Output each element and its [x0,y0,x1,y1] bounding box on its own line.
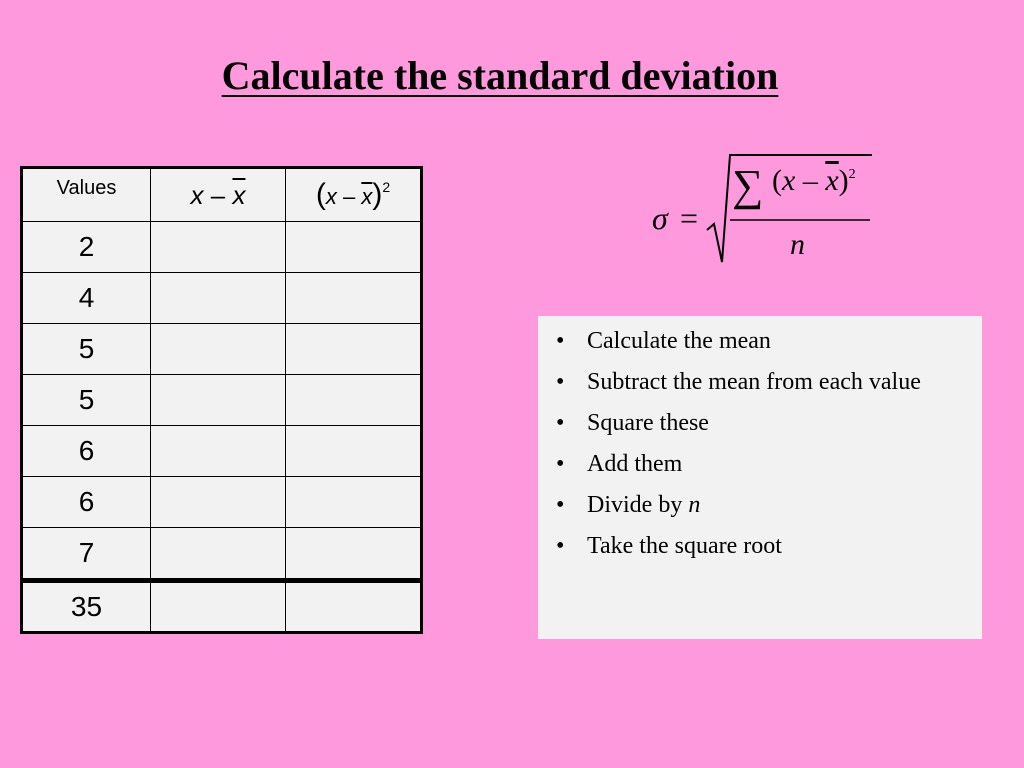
squared-cell[interactable] [286,528,422,581]
value-cell: 6 [22,477,151,528]
squared-cell[interactable] [286,222,422,273]
list-item [548,529,962,563]
table-header-row [22,168,422,222]
close-paren: ) [372,178,383,211]
deviation-cell[interactable] [151,477,286,528]
value-cell: 2 [22,222,151,273]
deviation-cell[interactable] [151,528,286,581]
bullet: • [556,410,565,436]
slide-title: Calculate the standard deviation [221,53,779,98]
header-values: Values [22,168,151,222]
table-row [22,528,422,581]
numer-open-paren: ( [772,164,782,197]
table-row [22,273,422,324]
list-item [548,324,962,358]
step-text: Square these [587,410,709,436]
header-deviation-xbar: $\overline{x}$ [232,179,246,210]
list-item [548,365,962,399]
step-text: Add them [587,451,683,477]
standard-deviation-formula [650,150,880,270]
steps-box [538,316,982,639]
numer-exponent: 2 [848,167,856,182]
sigma-symbol: σ [652,200,668,236]
squared-cell[interactable] [286,375,422,426]
value-cell: 5 [22,375,151,426]
step-text: Divide by [587,492,689,518]
value-cell: 4 [22,273,151,324]
deviation-cell[interactable] [151,426,286,477]
header-sq-exponent: 2 [382,179,391,195]
table-row [22,324,422,375]
bullet: • [556,492,565,518]
numer-xbar: $\overline{x}$ [825,164,839,197]
squared-cell[interactable] [286,426,422,477]
table-row [22,426,422,477]
numer-minus: – [795,164,826,197]
step-variable-n: n [688,492,701,518]
header-deviation [151,168,286,222]
deviation-cell[interactable] [151,375,286,426]
open-paren: ( [315,178,326,211]
step-text: Take the square root [587,533,782,559]
bullet: • [556,533,565,559]
deviation-cell[interactable] [151,222,286,273]
formula-denominator: n [790,228,805,261]
list-item [548,488,962,522]
table-row [22,375,422,426]
summation-symbol: ∑ [732,161,764,210]
deviation-cell[interactable] [151,273,286,324]
header-squared-deviation [286,168,422,222]
header-sq-minus: – [336,184,362,209]
step-text: Calculate the mean [587,328,771,354]
list-item [548,406,962,440]
header-deviation-x: x [190,179,204,210]
step-text: Subtract the mean from each value [587,369,921,395]
numer-close-paren: ) [838,164,849,197]
bullet: • [556,369,565,395]
bullet: • [556,328,565,354]
steps-list [548,324,962,563]
formula-numerator [772,164,856,198]
bullet: • [556,451,565,477]
table-total-row [22,581,422,633]
value-cell: 6 [22,426,151,477]
header-sq-x: x [325,184,337,209]
header-sq-xbar: $\overline{x}$ [361,184,373,209]
equals-sign: = [680,200,699,236]
header-deviation-minus: – [203,179,233,210]
squared-cell[interactable] [286,273,422,324]
value-cell: 7 [22,528,151,581]
deviation-table [20,166,423,634]
squared-cell[interactable] [286,324,422,375]
numer-x: x [782,164,796,197]
total-value-cell: 35 [22,581,151,633]
squared-cell[interactable] [286,477,422,528]
total-deviation-cell[interactable] [151,581,286,633]
list-item [548,447,962,481]
table-row [22,477,422,528]
deviation-cell[interactable] [151,324,286,375]
value-cell: 5 [22,324,151,375]
table-row [22,222,422,273]
total-squared-cell[interactable] [286,581,422,633]
